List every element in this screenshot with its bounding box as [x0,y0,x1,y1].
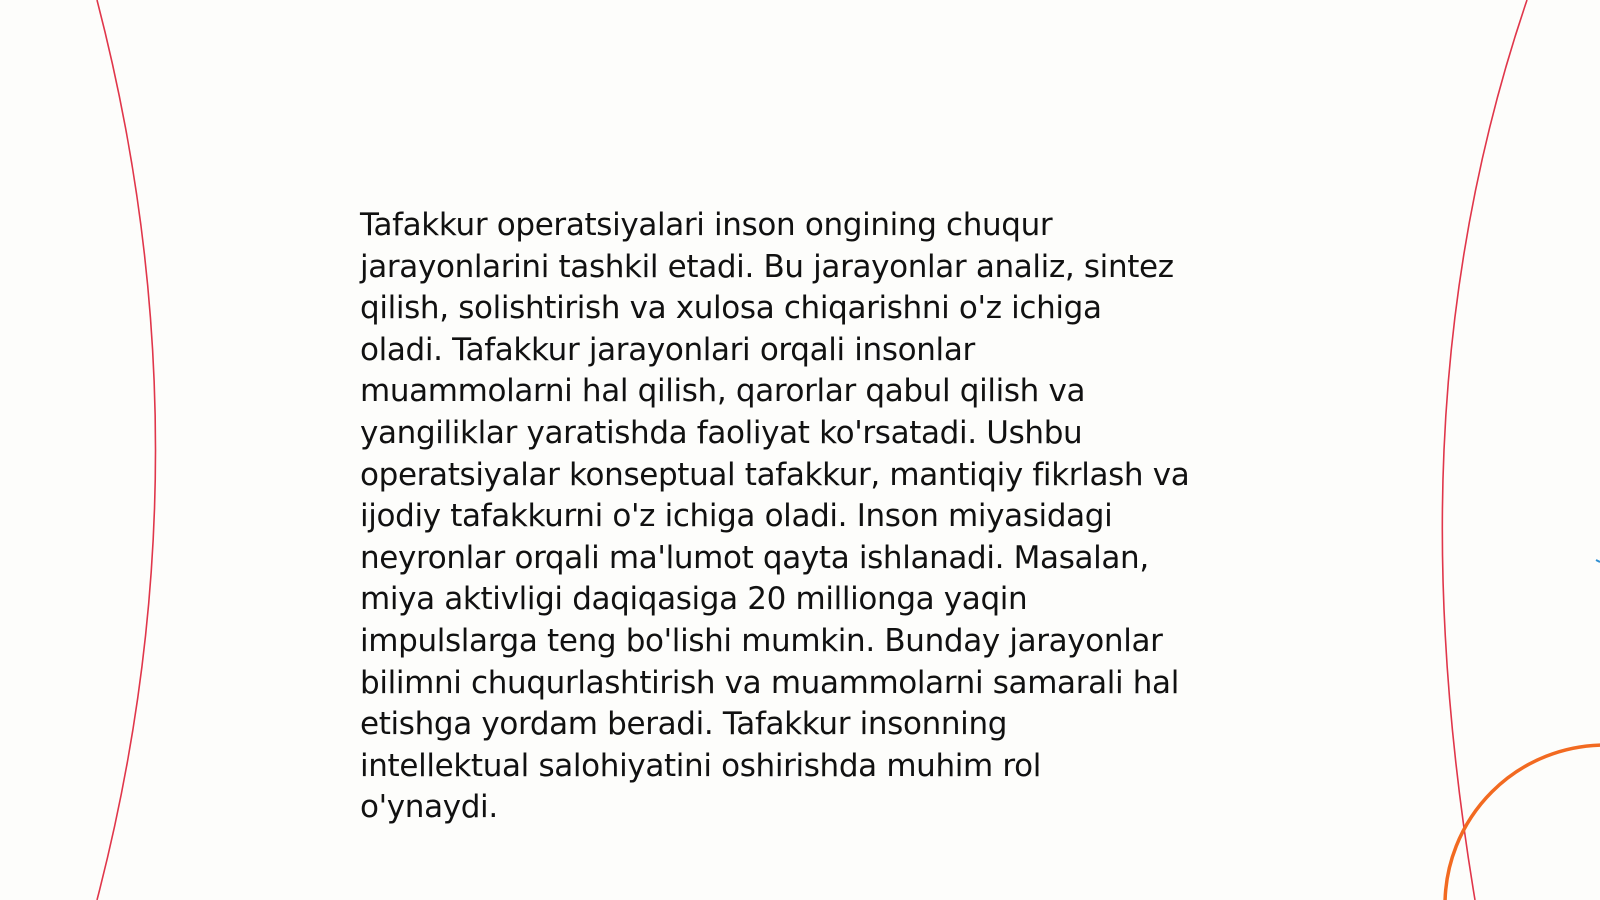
paragraph-line: muammolarni hal qilish, qarorlar qabul qilish va [360,373,1086,410]
body-paragraph [360,205,1260,829]
paragraph-line: o'ynaydi. [360,789,498,826]
left-curve-line [97,0,156,900]
corner-arc [1445,745,1600,900]
paragraph-line: bilimni chuqurlashtirish va muammolarni samarali hal [360,664,1179,701]
paragraph-line: yangiliklar yaratishda faoliyat ko'rsatadi. Ushbu [360,414,1083,451]
edge-accent-mark [1596,560,1600,562]
paragraph-line: operatsiyalar konseptual tafakkur, mantiqiy fikrlash va [360,456,1190,493]
paragraph-line: oladi. Tafakkur jarayonlari orqali insonlar [360,331,975,368]
right-curve-line [1442,0,1527,900]
paragraph-line: jarayonlarini tashkil etadi. Bu jarayonlar analiz, sintez [360,248,1174,285]
paragraph-line: qilish, solishtirish va xulosa chiqarishni o'z ichiga [360,290,1102,327]
paragraph-line: impulslarga teng bo'lishi mumkin. Bunday jarayonlar [360,622,1163,659]
paragraph-line: etishga yordam beradi. Tafakkur insonning [360,706,1008,743]
paragraph-line: miya aktivligi daqiqasiga 20 millionga yaqin [360,581,1028,618]
paragraph-line: ijodiy tafakkurni o'z ichiga oladi. Inson miyasidagi [360,498,1113,535]
paragraph-line: Tafakkur operatsiyalari inson ongining chuqur [360,207,1053,243]
paragraph-line: intellektual salohiyatini oshirishda muhim rol [360,747,1041,784]
paragraph-line: neyronlar orqali ma'lumot qayta ishlanadi. Masalan, [360,539,1149,576]
